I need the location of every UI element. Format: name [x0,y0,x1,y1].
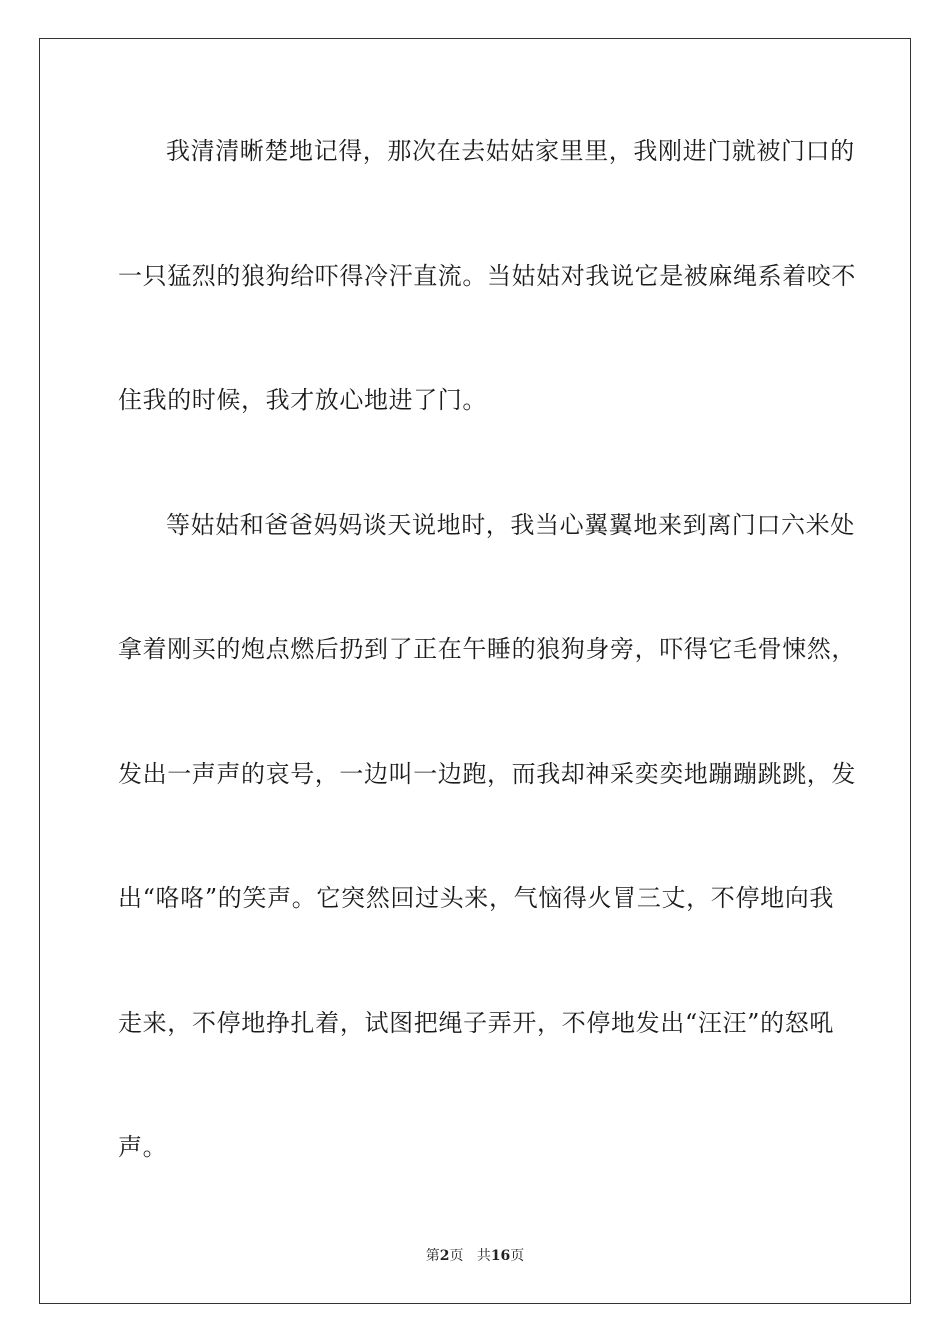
footer-page-suffix: 页 [449,1248,464,1264]
footer-page-prefix: 第 [425,1248,440,1264]
paragraph-2-line-6: 声。 [118,1133,168,1161]
paragraph-2-line-5: 走来，不停地挣扎着，试图把绳子弄开，不停地发出“汪汪”的怒吼 [118,1009,834,1037]
paragraph-1-line-2: 一只猛烈的狼狗给吓得冷汗直流。当姑姑对我说它是被麻绳系着咬不 [118,262,856,290]
paragraph-2-line-1: 等姑姑和爸爸妈妈谈天说地时，我当心翼翼地来到离门口六米处 [166,511,855,539]
footer-total-suffix: 页 [510,1248,525,1264]
paragraph-2-line-2: 拿着刚买的炮点燃后扔到了正在午睡的狼狗身旁，吓得它毛骨悚然， [118,635,856,663]
paragraph-2-line-4: 出“咯咯”的笑声。它突然回过头来，气恼得火冒三丈，不停地向我 [118,884,834,912]
page-footer [0,1247,950,1265]
paragraph-2-line-3: 发出一声声的哀号，一边叫一边跑，而我却神采奕奕地蹦蹦跳跳，发 [118,760,856,788]
footer-page-number: 2 [439,1248,450,1264]
paragraph-1-line-1: 我清清晰楚地记得，那次在去姑姑家里里，我刚进门就被门口的 [166,137,855,165]
footer-total-prefix: 共 [476,1248,491,1264]
paragraph-1-line-3: 住我的时候，我才放心地进了门。 [118,386,487,414]
page-border [39,38,911,1304]
footer-total-number: 16 [490,1248,511,1264]
